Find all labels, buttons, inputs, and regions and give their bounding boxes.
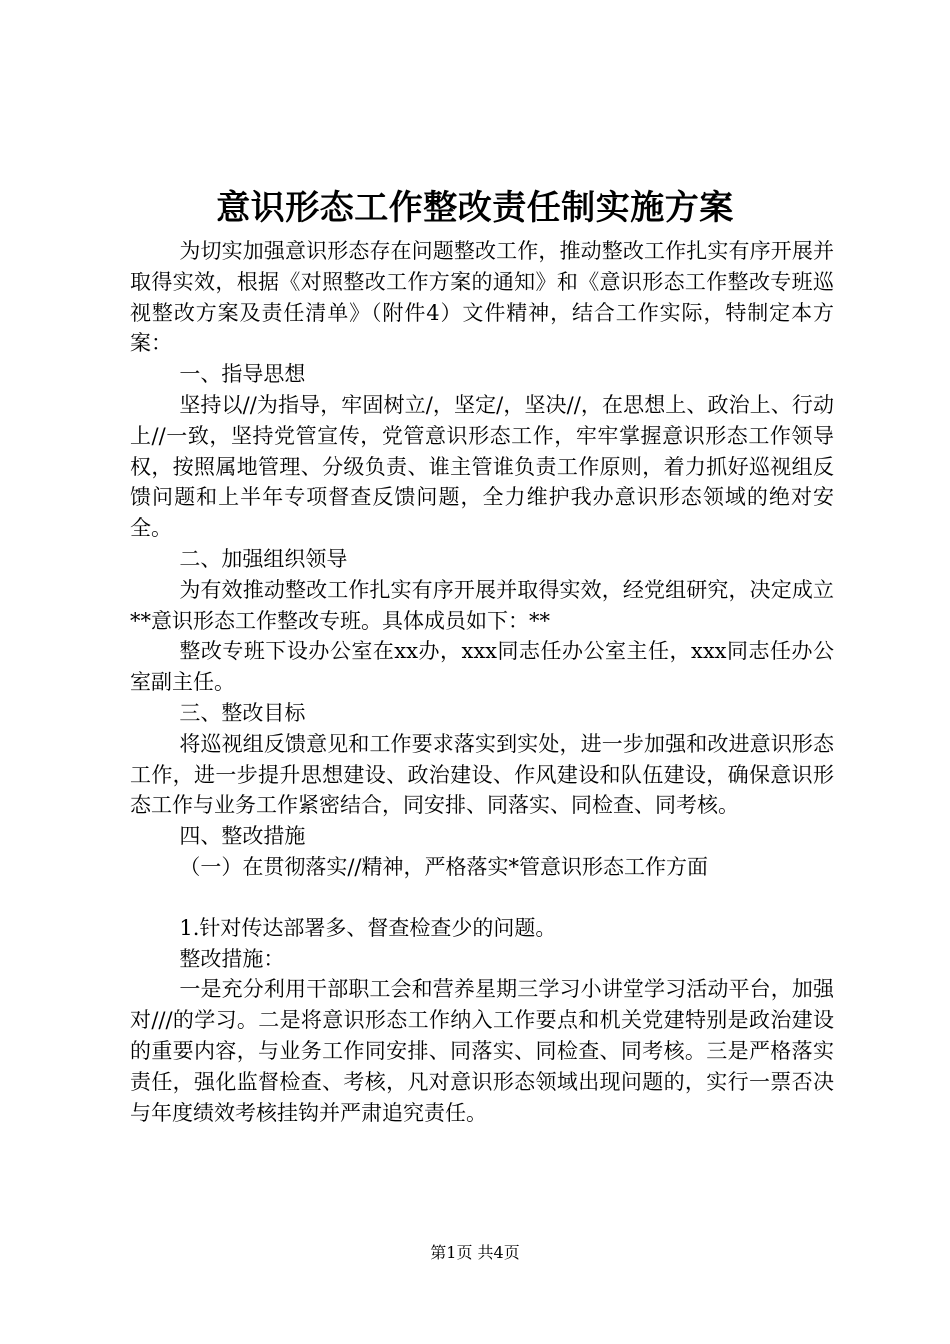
subsection-heading: （一）在贯彻落实//精神，严格落实*管意识形态工作方面: [179, 854, 708, 879]
measures-paragraph: 一是充分利用干部职工会和营养星期三学习小讲堂学习活动平台，加强对///的学习。二是将意识形态工作纳入工作要点和机关党建特别是政治建设的重要内容，与业务工作同安排、同落实、同检查、同考核。三是严格落实责任，强化监督检查、考核，凡对意识形态领域出现问题的，实行一票否决与年度绩效考核挂钩并严肃追究责任。: [130, 977, 834, 1125]
section-heading-goals: 三、整改目标: [179, 700, 306, 725]
intro-paragraph: 为切实加强意识形态存在问题整改工作，推动整改工作扎实有序开展并取得实效，根据《对照整改工作方案的通知》和《意识形态工作整改专班巡视整改方案及责任清单》（附件4）文件精神，结合工作实际，特制定本方案：: [130, 239, 834, 356]
document-title: 意识形态工作整改责任制实施方案: [216, 188, 734, 228]
document-body: [130, 236, 834, 1128]
section-heading-measures: 四、整改措施: [179, 824, 306, 849]
page-number-footer: 第1页 共4页: [430, 1243, 520, 1262]
section-heading-guiding-thought: 一、指导思想: [179, 362, 306, 387]
organization-paragraph: 为有效推动整改工作扎实有序开展并取得实效，经党组研究，决定成立**意识形态工作整改专班。具体成员如下：**: [130, 577, 834, 633]
guiding-thought-paragraph: 坚持以//为指导，牢固树立/，坚定/，坚决//，在思想上、政治上、行动上//一致，坚持党管宣传，党管意识形态工作，牢牢掌握意识形态工作领导权，按照属地管理、分级负责、谁主管谁负责工作原则，着力抓好巡视组反馈问题和上半年专项督查反馈问题，全力维护我办意识形态领域的绝对安全。: [130, 392, 834, 541]
problem-item: 1.针对传达部署多、督查检查少的问题。: [179, 915, 557, 940]
section-heading-organization: 二、加强组织领导: [179, 546, 348, 571]
goals-paragraph: 将巡视组反馈意见和工作要求落实到实处，进一步加强和改进意识形态工作，进一步提升思想建设、政治建设、作风建设和队伍建设，确保意识形态工作与业务工作紧密结合，同安排、同落实、同检查、同考核。: [130, 731, 834, 818]
office-paragraph: 整改专班下设办公室在xx办，xxx同志任办公室主任，xxx同志任办公室副主任。: [130, 639, 834, 695]
measures-label: 整改措施：: [179, 946, 285, 971]
